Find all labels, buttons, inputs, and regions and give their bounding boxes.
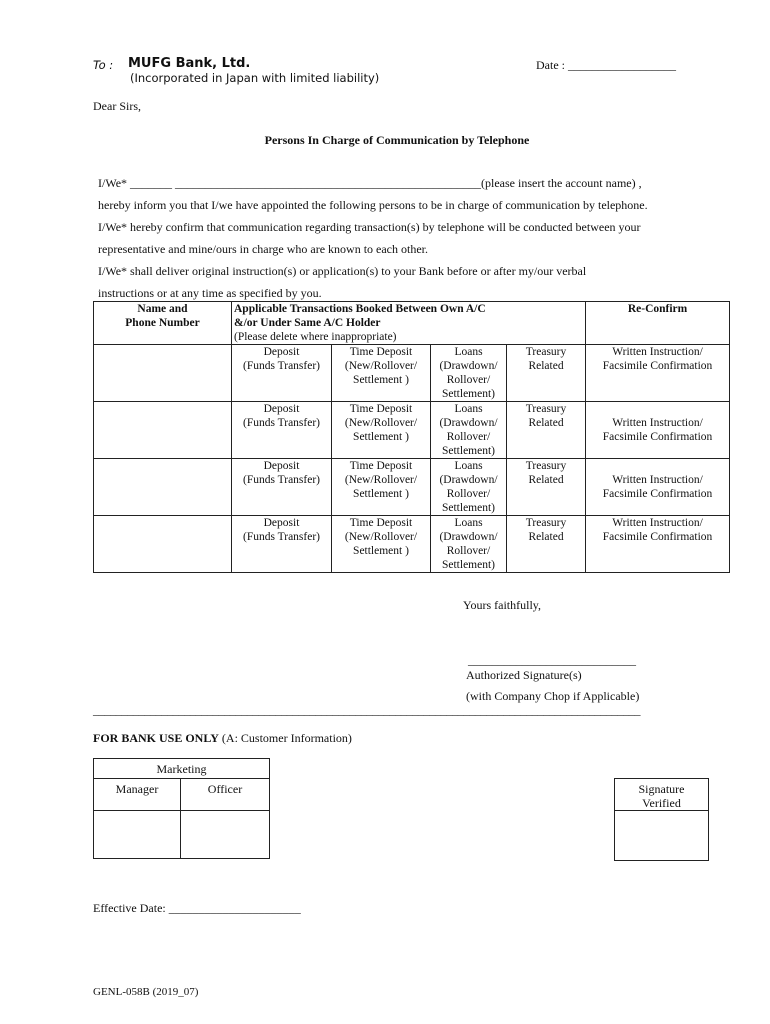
form-code: GENL-058B (2019_07)	[93, 986, 199, 998]
table-row	[94, 459, 730, 516]
name-phone-cell[interactable]	[94, 345, 232, 402]
table-header-row	[94, 302, 730, 345]
manager-cell[interactable]	[94, 811, 181, 859]
written-instruction-option[interactable]: Written Instruction/ Facsimile Confirmation	[586, 402, 730, 459]
to-label: To :	[93, 58, 114, 72]
table-row	[94, 345, 730, 402]
treasury-option[interactable]: Treasury Related	[507, 516, 586, 573]
time-deposit-option[interactable]: Time Deposit (New/Rollover/ Settlement )	[332, 402, 431, 459]
time-deposit-option[interactable]: Time Deposit (New/Rollover/ Settlement )	[332, 516, 431, 573]
bank-name: MUFG Bank, Ltd.	[128, 56, 251, 71]
effective-date-field[interactable]: Effective Date: ______________________	[93, 901, 301, 915]
body-text: I/We* shall deliver original instruction(s) or application(s) to your Bank before or after my/our verbal	[98, 264, 587, 278]
body-text: I/We* hereby confirm that communication regarding transaction(s) by telephone will be conducted between your	[98, 220, 641, 234]
deposit-option[interactable]: Deposit (Funds Transfer)	[232, 345, 332, 402]
loans-option[interactable]: Loans (Drawdown/ Rollover/ Settlement)	[431, 402, 507, 459]
deposit-option[interactable]: Deposit (Funds Transfer)	[232, 516, 332, 573]
divider: ________________________________________________________________________________________________	[93, 703, 641, 717]
table-row	[94, 516, 730, 573]
name-phone-header: Name and Phone Number	[94, 302, 232, 345]
loans-option[interactable]: Loans (Drawdown/ Rollover/ Settlement)	[431, 516, 507, 573]
page-title: Persons In Charge of Communication by Telephone	[264, 133, 530, 147]
signature-verified-cell[interactable]	[615, 811, 708, 859]
name-phone-cell[interactable]	[94, 516, 232, 573]
treasury-option[interactable]: Treasury Related	[507, 459, 586, 516]
loans-option[interactable]: Loans (Drawdown/ Rollover/ Settlement)	[431, 459, 507, 516]
officer-header: Officer	[181, 779, 270, 811]
company-chop-note: (with Company Chop if Applicable)	[466, 689, 640, 703]
written-instruction-option[interactable]: Written Instruction/ Facsimile Confirmation	[586, 459, 730, 516]
name-phone-cell[interactable]	[94, 459, 232, 516]
treasury-option[interactable]: Treasury Related	[507, 402, 586, 459]
officer-cell[interactable]	[181, 811, 270, 859]
re-confirm-header: Re-Confirm	[586, 302, 730, 345]
bank-use-heading: FOR BANK USE ONLY (A: Customer Information)	[93, 731, 352, 745]
table-row	[94, 402, 730, 459]
marketing-header: Marketing	[94, 759, 270, 779]
marketing-table	[93, 758, 270, 859]
name-phone-cell[interactable]	[94, 402, 232, 459]
loans-option[interactable]: Loans (Drawdown/ Rollover/ Settlement)	[431, 345, 507, 402]
body-text: representative and mine/ours in charge who are known to each other.	[98, 242, 428, 256]
body-text: hereby inform you that I/we have appointed the following persons to be in charge of communication by telephone.	[98, 198, 648, 212]
persons-in-charge-table	[93, 301, 730, 573]
manager-header: Manager	[94, 779, 181, 811]
date-field[interactable]: Date : __________________	[536, 58, 676, 72]
signature-label: Authorized Signature(s)	[466, 668, 582, 682]
body-text: instructions or at any time as specified by you.	[98, 286, 322, 300]
written-instruction-option[interactable]: Written Instruction/ Facsimile Confirmation	[586, 345, 730, 402]
written-instruction-option[interactable]: Written Instruction/ Facsimile Confirmation	[586, 516, 730, 573]
salutation: Dear Sirs,	[93, 99, 141, 113]
time-deposit-option[interactable]: Time Deposit (New/Rollover/ Settlement )	[332, 459, 431, 516]
yours-faithfully: Yours faithfully,	[463, 598, 542, 612]
signature-verified-label: Signature	[638, 782, 685, 796]
deposit-option[interactable]: Deposit (Funds Transfer)	[232, 459, 332, 516]
treasury-option[interactable]: Treasury Related	[507, 345, 586, 402]
deposit-option[interactable]: Deposit (Funds Transfer)	[232, 402, 332, 459]
signature-verified-box: Signature Verified	[614, 778, 709, 861]
time-deposit-option[interactable]: Time Deposit (New/Rollover/ Settlement )	[332, 345, 431, 402]
account-name-line[interactable]: I/We* _______ ___________________________________________________(please insert the account name) ,	[98, 176, 642, 190]
bank-subtitle: (Incorporated in Japan with limited liability)	[130, 71, 380, 85]
applicable-transactions-header: Applicable Transactions Booked Between Own A/C &/or Under Same A/C Holder (Please delete where inappropriate)	[232, 302, 586, 345]
signature-line[interactable]: ____________________________	[468, 653, 636, 667]
